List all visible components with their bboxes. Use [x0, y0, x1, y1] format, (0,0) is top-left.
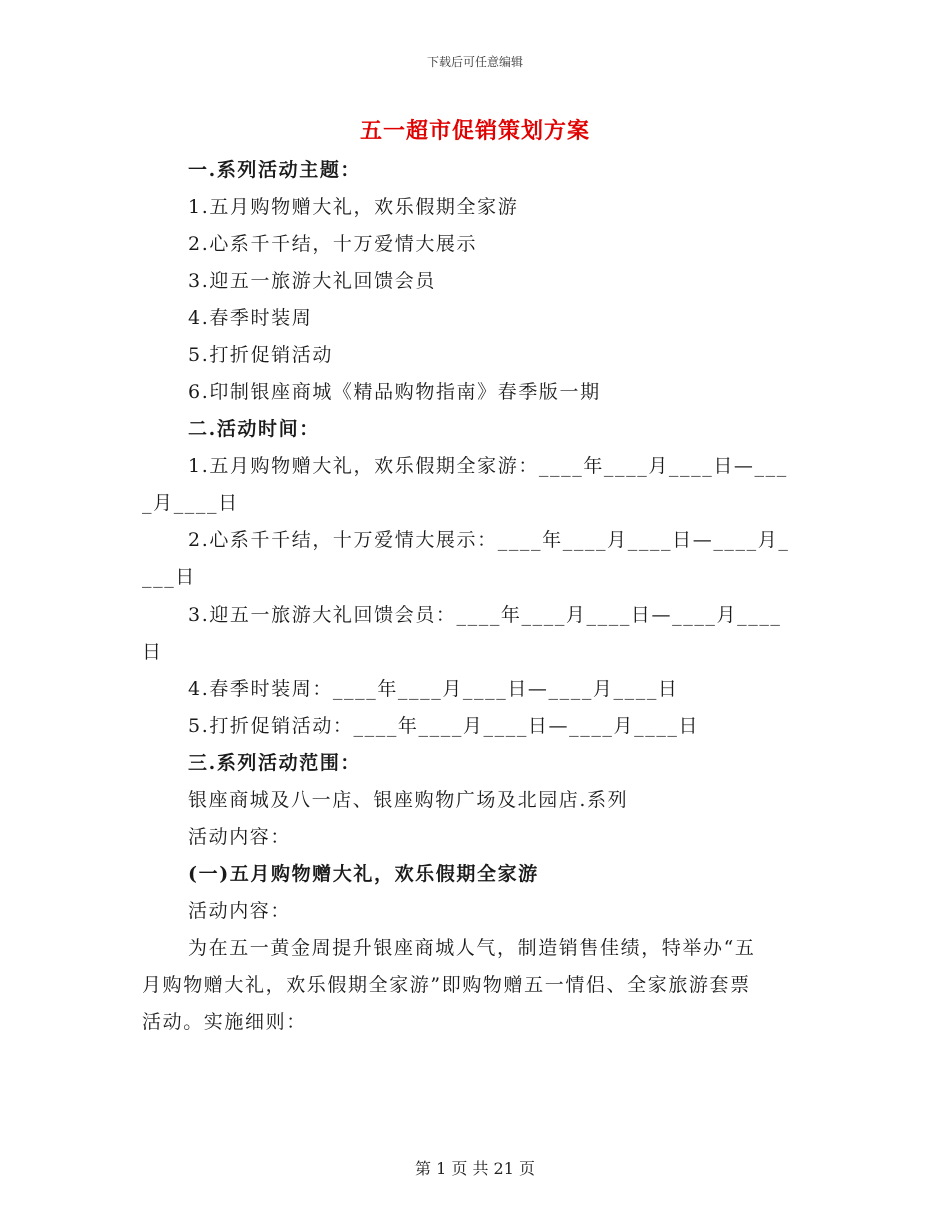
section-3-heading: 三.系列活动范围： — [188, 752, 362, 774]
paragraph-line-1: 为在五一黄金周提升银座商城人气，制造销售佳绩，特举办“五 — [188, 937, 756, 959]
time-line-3-cont: 日 — [142, 641, 163, 663]
paragraph-line-2: 月购物赠大礼，欢乐假期全家游”即购物赠五一情侣、全家旅游套票 — [142, 974, 751, 996]
header-note: 下载后可任意编辑 — [426, 55, 523, 69]
section-1-heading: 一.系列活动主题： — [188, 159, 362, 181]
time-line-2-cont: ___日 — [142, 566, 196, 588]
time-line-5: 5.打折促销活动：____年____月____日—____月____日 — [188, 715, 700, 737]
theme-item-1: 1.五月购物赠大礼，欢乐假期全家游 — [188, 196, 519, 218]
theme-item-3: 3.迎五一旅游大礼回馈会员 — [188, 270, 436, 292]
document-title: 五一超市促销策划方案 — [359, 118, 590, 144]
theme-item-5: 5.打折促销活动 — [188, 344, 333, 366]
content-label-2: 活动内容： — [188, 900, 292, 922]
sub-section-heading: (一)五月购物赠大礼，欢乐假期全家游 — [188, 863, 539, 885]
time-line-3: 3.迎五一旅游大礼回馈会员：____年____月____日—____月____ — [188, 604, 782, 626]
time-line-2: 2.心系千千结，十万爱情大展示：____年____月____日—____月_ — [188, 529, 790, 551]
paragraph-line-3: 活动。实施细则： — [142, 1011, 307, 1033]
page-footer: 第 1 页 共 21 页 — [415, 1159, 535, 1178]
section-2-heading: 二.活动时间： — [188, 418, 320, 440]
theme-item-4: 4.春季时装周 — [188, 307, 313, 329]
time-line-1-cont: _月____日 — [142, 492, 239, 514]
time-line-4: 4.春季时装周：____年____月____日—____月____日 — [188, 678, 679, 700]
content-label: 活动内容： — [188, 826, 292, 848]
time-line-1: 1.五月购物赠大礼，欢乐假期全家游：____年____月____日—___ — [188, 455, 788, 477]
theme-item-6: 6.印制银座商城《精品购物指南》春季版一期 — [188, 381, 601, 403]
theme-item-2: 2.心系千千结，十万爱情大展示 — [188, 233, 478, 255]
scope-text: 银座商城及八一店、银座购物广场及北园店.系列 — [188, 789, 629, 811]
